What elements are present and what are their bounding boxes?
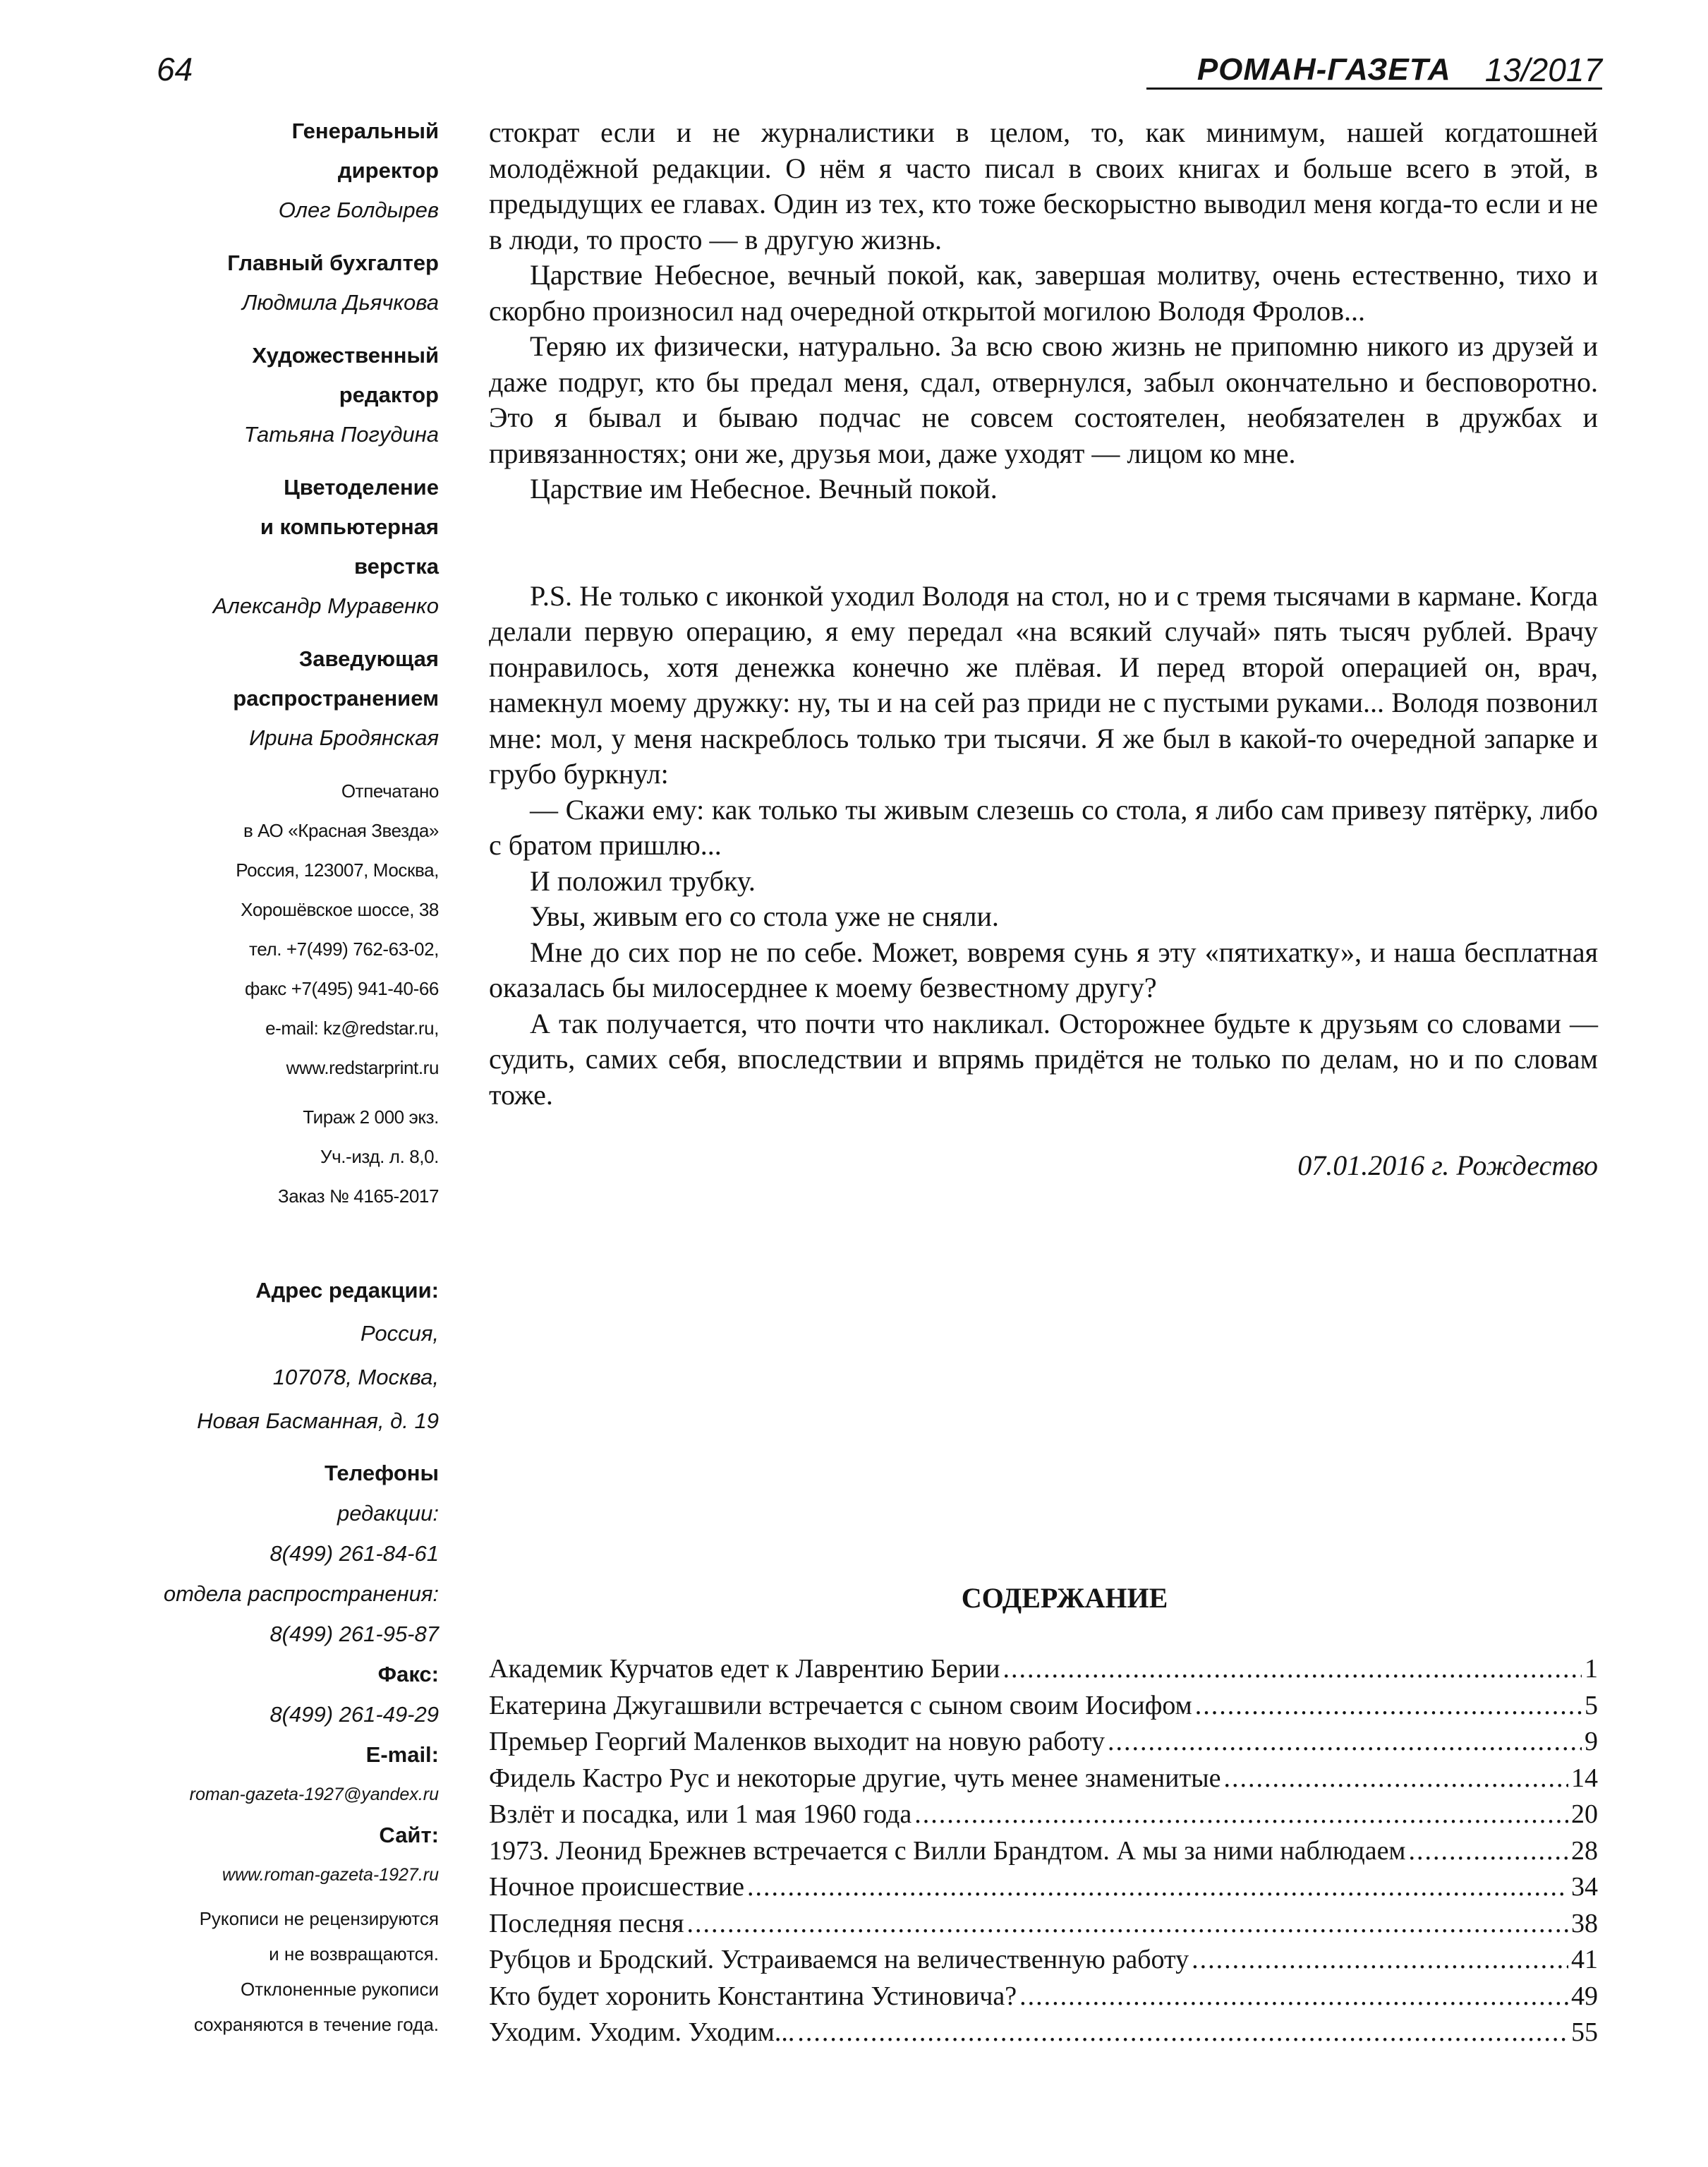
dot-leader (1019, 1979, 1568, 2015)
staff-name: Александр Муравенко (212, 593, 439, 618)
phone-distribution: 8(499) 261-95-87 (269, 1622, 439, 1646)
staff-block (113, 468, 439, 625)
staff-block (113, 243, 439, 322)
printing-info (113, 771, 439, 1216)
phones-heading: Телефоны (324, 1461, 439, 1485)
staff-role: Художественный (252, 343, 439, 368)
dot-leader (747, 1869, 1568, 1906)
contents-item (489, 1869, 1598, 1906)
contents-item-title: Фидель Кастро Рус и некоторые другие, чуть менее знаменитые (489, 1763, 1221, 1793)
magazine-title: РОМАН-ГАЗЕТА (1197, 52, 1451, 87)
running-header (1197, 49, 1602, 90)
contents-item-title: Последняя песня (489, 1908, 684, 1938)
contents-item (489, 1906, 1598, 1943)
contents-item-page: 49 (1571, 1981, 1598, 2011)
staff-role: Генеральный (291, 119, 439, 143)
table-of-contents (489, 1581, 1598, 2051)
staff-role: и компьютерная (260, 514, 439, 539)
contents-item-title: 1973. Леонид Брежнев встречается с Вилли Брандтом. А мы за ними наблюдаем (489, 1835, 1406, 1866)
contents-item (489, 1688, 1598, 1725)
phones-editorial-label: редакции: (337, 1501, 439, 1526)
dot-leader (687, 1906, 1568, 1943)
dot-leader (1224, 1761, 1568, 1797)
contents-item-title: Премьер Георгий Маленков выходит на новую работу (489, 1727, 1105, 1756)
contents-item (489, 2015, 1598, 2051)
printing-line: тел. +7(499) 762-63-02, (249, 938, 439, 960)
circulation-line: Тираж 2 000 экз. (303, 1106, 439, 1128)
email-address: roman-gazeta-1927@yandex.ru (189, 1785, 439, 1804)
dot-leader (914, 1797, 1568, 1833)
staff-name: Людмила Дьячкова (242, 290, 439, 315)
manuscripts-line: и не возвращаются. (269, 1943, 439, 1964)
phone-editorial: 8(499) 261-84-61 (269, 1541, 439, 1566)
email-heading: E-mail: (365, 1742, 439, 1767)
article-paragraph: стократ если и не журналистики в целом, то, как минимум, нашей когдатошней молодёжной редакции. О нём я часто писал в своих книгах и больше всего в этой, в предыдущих ее главах. Один из тех, кто тоже бескорыстно выводил меня когда-то если и не в люди, то просто — в другую жизнь. (489, 116, 1598, 255)
imprint-column (113, 111, 439, 2042)
contents-item (489, 1979, 1598, 2015)
contents-item (489, 1833, 1598, 1870)
contents-item-title: Рубцов и Бродский. Устраиваемся на величественную работу (489, 1945, 1189, 1974)
date-signature: 07.01.2016 г. Рождество (1297, 1149, 1598, 1181)
article-paragraph: — Скажи ему: как только ты живым слезешь со стола, я либо сам привезу пятёрку, либо с братом пришлю... (489, 793, 1598, 861)
printing-line: Хорошёвское шоссе, 38 (241, 899, 439, 920)
printing-email: e-mail: kz@redstar.ru, (265, 1018, 439, 1039)
contents-item-page: 41 (1571, 1945, 1598, 1974)
contents-item-title: Ночное происшествие (489, 1872, 744, 1902)
site-url: www.roman-gazeta-1927.ru (222, 1865, 439, 1885)
staff-role: распространением (233, 686, 439, 711)
article-body (489, 115, 1598, 1184)
article-paragraph: Увы, живым его со стола уже не сняли. (530, 900, 999, 932)
article-paragraph: Царствие им Небесное. Вечный покой. (530, 473, 998, 505)
site-heading: Сайт: (379, 1823, 439, 1847)
contents-item-page: 9 (1585, 1727, 1598, 1756)
staff-name: Татьяна Погудина (243, 422, 439, 447)
staff-role: редактор (339, 382, 439, 407)
article-paragraph: Мне до сих пор не по себе. Может, вовремя сунь я эту «пятихатку», и наша бесплатная оказалась бы милосерднее к моему безвестному другу? (489, 936, 1598, 1003)
address-line: Россия, (361, 1321, 439, 1346)
dot-leader (1108, 1724, 1582, 1761)
contents-item (489, 1651, 1598, 1688)
article-paragraph: И положил трубку. (530, 864, 756, 897)
issue-number: 13/2017 (1484, 52, 1602, 88)
dot-leader (1192, 1942, 1568, 1979)
contents-item-page: 34 (1571, 1872, 1598, 1902)
manuscripts-line: сохраняются в течение года. (193, 2014, 439, 2035)
staff-name: Олег Болдырев (278, 198, 439, 222)
staff-name: Ирина Бродянская (249, 725, 439, 750)
contents-item (489, 1942, 1598, 1979)
printing-line: Россия, 123007, Москва, (236, 859, 439, 881)
staff-role: верстка (353, 554, 439, 579)
contents-item-page: 55 (1571, 2017, 1598, 2047)
phones-distribution-label: отдела распространения: (163, 1581, 439, 1606)
staff-role: Главный бухгалтер (227, 250, 439, 275)
contents-item-title: Кто будет хоронить Константина Устиновича? (489, 1981, 1017, 2011)
printing-website: www.redstarprint.ru (286, 1057, 439, 1078)
contents-title: СОДЕРЖАНИЕ (961, 1582, 1168, 1614)
staff-role: Цветоделение (284, 475, 439, 500)
circulation-line: Уч.-изд. л. 8,0. (320, 1146, 439, 1167)
dot-leader (1408, 1833, 1568, 1870)
staff-role: директор (337, 158, 439, 183)
dot-leader (1195, 1688, 1582, 1725)
staff-block (113, 639, 439, 757)
contents-item-page: 20 (1571, 1799, 1598, 1829)
contents-item-title: Взлёт и посадка, или 1 мая 1960 года (489, 1799, 912, 1829)
manuscripts-line: Отклоненные рукописи (240, 1979, 439, 2000)
printing-line: в АО «Красная Звезда» (243, 820, 439, 841)
address-heading: Адрес редакции: (255, 1278, 439, 1303)
staff-block (113, 336, 439, 454)
fax-heading: Факс: (377, 1662, 439, 1686)
contents-item-page: 38 (1571, 1908, 1598, 1938)
dot-leader (797, 2015, 1568, 2051)
header-rule (1146, 87, 1602, 90)
manuscripts-line: Рукописи не рецензируются (199, 1908, 439, 1929)
contents-item-title: Академик Курчатов едет к Лаврентию Берии (489, 1654, 1000, 1684)
contents-item (489, 1797, 1598, 1833)
postscript-paragraph: P.S. Не только с иконкой уходил Володя на стол, но и с тремя тысячами в кармане. Когда делали первую операцию, я ему передал «на всякий случай» пять тысяч рублей. Врачу понравилось, хотя денежка конечно же плёвая. И перед второй операцией он, врач, намекнул моему дружку: ну, ты и на сей раз приди не с пустыми руками... Володя позвонил мне: мол, у меня наскреблось только три тысячи. Я же был в какой-то очередной запарке и грубо буркнул: (489, 579, 1598, 790)
spacer (113, 1216, 439, 1269)
contents-item-title: Уходим. Уходим. Уходим... (489, 2017, 795, 2047)
page-number: 64 (157, 51, 193, 87)
staff-role: Заведующая (298, 646, 439, 671)
dot-leader (1003, 1651, 1582, 1688)
contents-item-page: 5 (1585, 1690, 1598, 1720)
article-paragraph: Теряю их физически, натурально. За всю свою жизнь не припомню никого из друзей и даже подруг, кто бы предал меня, сдал, отвернулся, забыл окончательно и бесповоротно. Это я бывал и бываю подчас не совсем состоятелен, необязателен в дружбах и привязанностях; они же, друзья мои, даже уходят — лицом ко мне. (489, 330, 1598, 469)
printing-line: факс +7(495) 941-40-66 (244, 978, 439, 999)
contents-item (489, 1761, 1598, 1797)
contents-item-title: Екатерина Джугашвили встречается с сыном своим Иосифом (489, 1690, 1192, 1720)
order-number: Заказ № 4165-2017 (277, 1185, 439, 1207)
contents-item-page: 1 (1585, 1654, 1598, 1684)
printing-line: Отпечатано (341, 780, 439, 802)
fax-number: 8(499) 261-49-29 (269, 1702, 439, 1727)
contents-item (489, 1724, 1598, 1761)
article-paragraph: Царствие Небесное, вечный покой, как, завершая молитву, очень естественно, тихо и скорбно произносил над очередной открытой могилою Володя Фролов... (489, 259, 1598, 327)
address-line: Новая Басманная, д. 19 (197, 1408, 439, 1433)
staff-block (113, 111, 439, 229)
contents-item-page: 28 (1571, 1835, 1598, 1866)
address-line: 107078, Москва, (272, 1365, 439, 1389)
contents-list (489, 1651, 1598, 2051)
spacer (113, 1443, 439, 1453)
contents-item-page: 14 (1571, 1763, 1598, 1793)
article-paragraph: А так получается, что почти что накликал. Осторожнее будьте к друзьям со словами — судить, самих себя, впоследствии и впрямь придётся не только по делам, но и по словам тоже. (489, 1007, 1598, 1111)
spacer (113, 1087, 439, 1097)
manuscripts-note (113, 1901, 439, 2042)
